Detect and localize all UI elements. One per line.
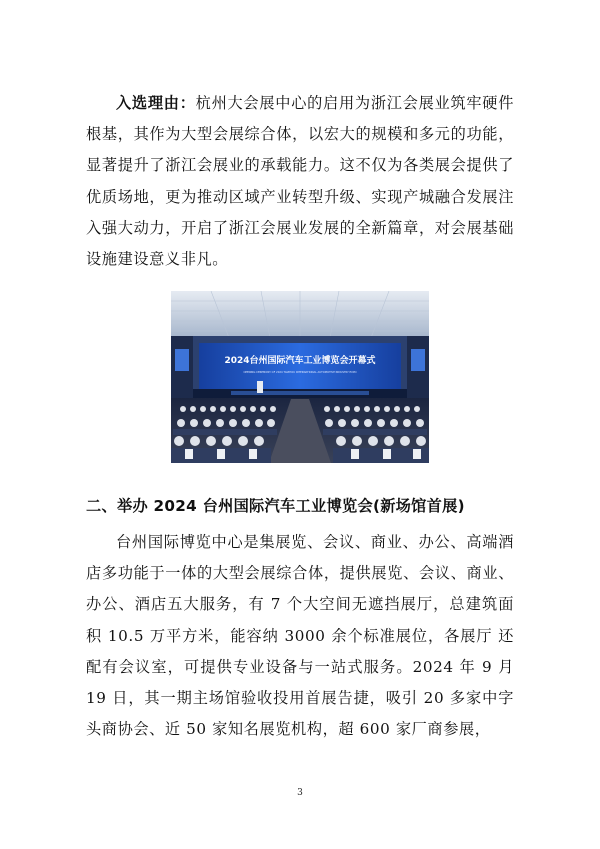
screen-banner-title: 2024台州国际汽车工业博览会开幕式 (224, 356, 376, 366)
page-number: 3 (297, 788, 303, 798)
expo-opening-photo (171, 291, 429, 463)
selection-reason-text: 杭州大会展中心的启用为浙江会展业筑牢硬件根基，其作为大型会展综合体，以宏大的规模和多元的功能，显著提升了浙江会展业的承载能力。这不仅为各类展会提供了优质场地，更为推动区域产业转型升级、实现产城融合发展注入强大动力，开启了浙江会展业发展的全新篇章，对会展基础设施建设意义非凡。 (86, 94, 515, 269)
selection-reason-paragraph (86, 88, 514, 275)
screen-banner-subtitle: OPENING CEREMONY OF 2024 TAIZHOU INTERNATIONAL AUTOMOTIVE INDUSTRY EXPO (243, 371, 357, 374)
taizhou-expo-paragraph: 台州国际博览中心是集展览、会议、商业、办公、高端酒店多功能于一体的大型会展综合体，提供展览、会议、商业、办公、酒店五大服务，有 7 个大空间无遮挡展厅，总建筑面积 10.5 万平方米，能容纳 3000 余个标准展位，各展厅 还配有会议室，可提供专业设备与一站式服务。2024 年 9 月 19 日，其一期主场馆验收投用首展告捷，吸引 20 多家中字头商协会、近 50 家知名展览机构，超 600 家厂商参展， (86, 533, 514, 739)
section2-heading: 二、举办 2024 台州国际汽车工业博览会(新场馆首展) (86, 497, 465, 515)
selection-reason-label: 入选理由： (116, 94, 196, 112)
